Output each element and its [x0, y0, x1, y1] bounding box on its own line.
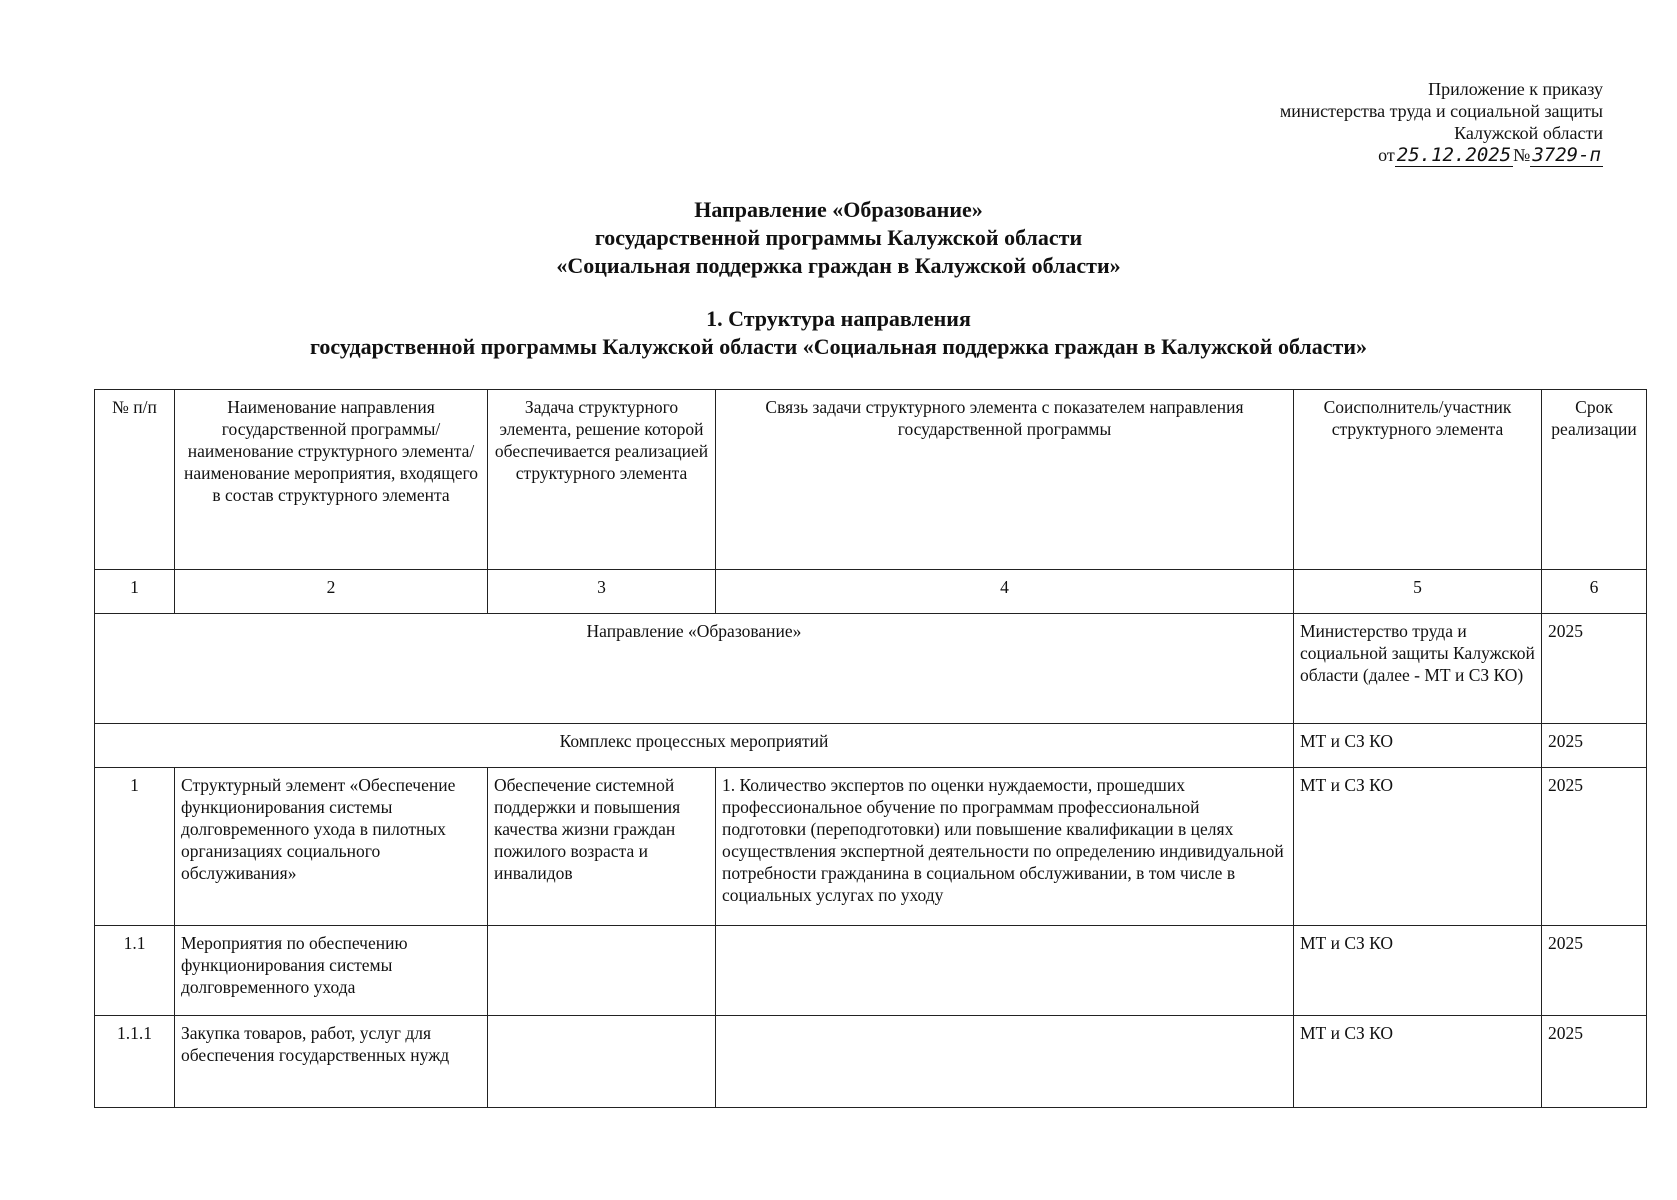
direction-term-cell: 2025	[1542, 614, 1647, 724]
row-name-cell: Структурный элемент «Обеспечение функционирования системы долговременного ухода в пилотных организациях социального обслуживания»	[175, 768, 488, 926]
column-number-cell: 4	[716, 570, 1294, 614]
appendix-line-3: Калужской области	[1454, 123, 1603, 143]
row-link-cell	[716, 926, 1294, 1016]
row-link-cell	[716, 1016, 1294, 1108]
column-number-cell: 3	[488, 570, 716, 614]
header-cell-term: Срок реализации	[1542, 390, 1647, 570]
section-line-2: государственной программы Калужской области «Социальная поддержка граждан в Калужской области»	[309, 334, 1368, 359]
section-line-1: 1. Структура направления	[706, 306, 971, 331]
header-cell-number: № п/п	[95, 390, 175, 570]
direction-executor-cell: Министерство труда и социальной защиты Калужской области (далее - МТ и СЗ КО)	[1294, 614, 1542, 724]
row-executor-cell: МТ и СЗ КО	[1294, 926, 1542, 1016]
row-number-cell: 1.1	[95, 926, 175, 1016]
row-term-cell: 2025	[1542, 1016, 1647, 1108]
row-number-cell: 1	[95, 768, 175, 926]
header-cell-link: Связь задачи структурного элемента с показателем направления государственной программы	[716, 390, 1294, 570]
row-term-cell: 2025	[1542, 768, 1647, 926]
document-title	[0, 196, 1677, 280]
row-number-cell: 1.1.1	[95, 1016, 175, 1108]
row-task-cell: Обеспечение системной поддержки и повышения качества жизни граждан пожилого возраста и инвалидов	[488, 768, 716, 926]
row-name-cell: Мероприятия по обеспечению функционирования системы долговременного ухода	[175, 926, 488, 1016]
table-row	[95, 768, 1647, 926]
row-name-cell: Закупка товаров, работ, услуг для обеспечения государственных нужд	[175, 1016, 488, 1108]
appendix-line-1: Приложение к приказу	[1428, 79, 1603, 99]
row-task-cell	[488, 1016, 716, 1108]
column-number-cell: 2	[175, 570, 488, 614]
row-executor-cell: МТ и СЗ КО	[1294, 1016, 1542, 1108]
row-link-cell: 1. Количество экспертов по оценки нуждаемости, прошедших профессиональное обучение по программам профессиональной подготовки (переподготовки) или повышение квалификации в целях осуществления экспертной деятельности по определению индивидуальной потребности гражданина в социальном обслуживании, в том числе в социальных услугах по уходу	[716, 768, 1294, 926]
order-line	[1378, 144, 1603, 166]
column-number-cell: 5	[1294, 570, 1542, 614]
complex-term-cell: 2025	[1542, 724, 1647, 768]
appendix-header	[1173, 78, 1603, 166]
order-prefix: от	[1378, 145, 1395, 165]
table-row	[95, 1016, 1647, 1108]
order-date: 25.12.2025	[1396, 144, 1512, 166]
table-row	[95, 926, 1647, 1016]
direction-title-cell: Направление «Образование»	[95, 614, 1294, 724]
column-number-cell: 1	[95, 570, 175, 614]
row-task-cell	[488, 926, 716, 1016]
header-cell-task: Задача структурного элемента, решение которой обеспечивается реализацией структурного элемента	[488, 390, 716, 570]
direction-row	[95, 614, 1647, 724]
title-line-3: «Социальная поддержка граждан в Калужской области»	[556, 253, 1121, 278]
header-cell-executor: Соисполнитель/участник структурного элемента	[1294, 390, 1542, 570]
order-number: 3729-п	[1532, 144, 1601, 166]
structure-table	[94, 389, 1647, 1108]
title-line-2: государственной программы Калужской области	[594, 225, 1083, 250]
appendix-line-2: министерства труда и социальной защиты	[1279, 101, 1603, 121]
row-term-cell: 2025	[1542, 926, 1647, 1016]
complex-executor-cell: МТ и СЗ КО	[1294, 724, 1542, 768]
title-line-1: Направление «Образование»	[694, 197, 983, 222]
column-numbers-row	[95, 570, 1647, 614]
header-cell-name: Наименование направления государственной программы/наименование структурного элемента/наименование мероприятия, входящего в состав структурного элемента	[175, 390, 488, 570]
complex-title-cell: Комплекс процессных мероприятий	[95, 724, 1294, 768]
section-title	[0, 305, 1677, 361]
order-number-label: №	[1513, 145, 1531, 165]
header-row	[95, 390, 1647, 570]
row-executor-cell: МТ и СЗ КО	[1294, 768, 1542, 926]
column-number-cell: 6	[1542, 570, 1647, 614]
complex-row	[95, 724, 1647, 768]
